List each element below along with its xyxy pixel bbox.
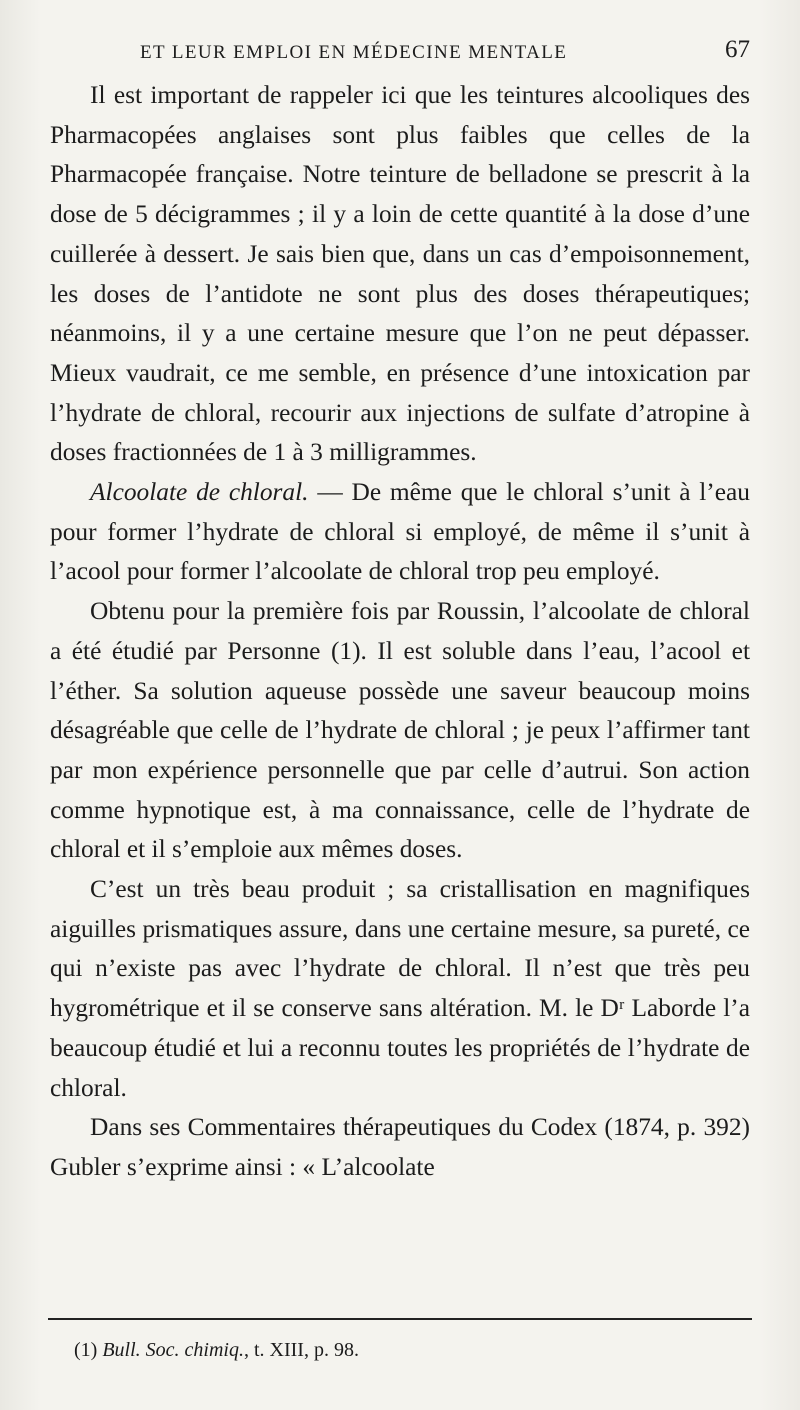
running-head: ET LEUR EMPLOI EN MÉDECINE MENTALE bbox=[140, 42, 568, 63]
paragraph-5 bbox=[50, 1108, 750, 1187]
section-title: Alcoolate de chloral. bbox=[90, 478, 309, 507]
footnote bbox=[74, 1337, 750, 1363]
page-number: 67 bbox=[725, 36, 750, 63]
paragraph-text: — De même que le chloral s’unit à l’eau pour former l’hydrate de chloral si employé, de même il s’unit à l’acool pour former l’alcoolate de chloral trop peu employé. bbox=[50, 478, 751, 586]
body-text bbox=[50, 76, 750, 1188]
paragraph-4 bbox=[50, 870, 750, 1108]
footnote-marker: (1) bbox=[74, 1339, 98, 1361]
footnote-rule bbox=[48, 1318, 752, 1320]
paragraph-3 bbox=[50, 592, 750, 870]
paragraph-text: C’est un très beau produit ; sa cristallisation en magnifiques aiguilles prismatiques assure, dans une certaine mesure, sa pureté, ce qui n’existe pas avec l’hydrate de chloral. Il n’est que très peu hygrométrique et il se conserve sans altération. M. le Dʳ Laborde l’a beaucoup étudié et lui a reconnu toutes les propriétés de l’hydrate de chloral. bbox=[50, 875, 750, 1102]
paragraph-text: Il est important de rappeler ici que les teintures alcooliques des Pharmacopées anglaises sont plus faibles que celles de la Pharmacopée française. Notre teinture de belladone se prescrit à la dose de 5 décigrammes ; il y a loin de cette quantité à la dose d’une cuillerée à dessert. Je sais bien que, dans un cas d’empoisonnement, les doses de l’antidote ne sont plus des doses thérapeutiques; néanmoins, il y a une certaine mesure que l’on ne peut dépasser. Mieux vaudrait, ce me semble, en présence d’une intoxication par l’hydrate de chloral, recourir aux injections de sulfate d’atropine à doses fractionnées de 1 à 3 milligrammes. bbox=[50, 81, 750, 467]
footnote-reference: , t. XIII, p. 98. bbox=[243, 1339, 359, 1361]
footnote-source: Bull. Soc. chimiq. bbox=[102, 1339, 244, 1361]
paragraph-2 bbox=[50, 473, 750, 592]
paragraph-1 bbox=[50, 76, 750, 473]
page-header bbox=[140, 36, 750, 68]
paragraph-text: Dans ses Commentaires thérapeutiques du Codex (1874, p. 392) Gubler s’exprime ainsi : « L’alcoolate bbox=[50, 1113, 750, 1181]
paragraph-text: Obtenu pour la première fois par Roussin, l’alcoolate de chloral a été étudié par Personne (1). Il est soluble dans l’eau, l’acool et l’éther. Sa solution aqueuse possède une saveur beaucoup moins désagréable que celle de l’hydrate de chloral ; je peux l’affirmer tant par mon expérience personnelle que par celle d’autrui. Son action comme hypnotique est, à ma connaissance, celle de l’hydrate de chloral et il s’emploie aux mêmes doses. bbox=[50, 597, 750, 864]
